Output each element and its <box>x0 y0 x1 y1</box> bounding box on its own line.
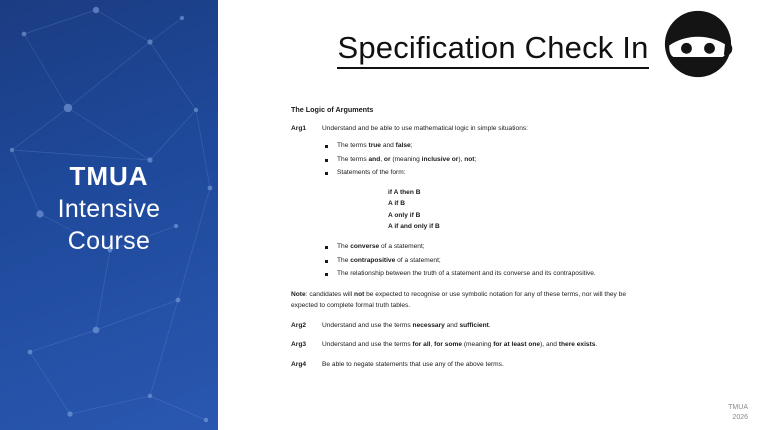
spec-code-arg1: Arg1 <box>291 125 307 133</box>
statement-form: if A then B <box>388 189 421 197</box>
footer-line2: 2026 <box>732 413 748 421</box>
footer <box>728 403 748 422</box>
spec-bullets-arg1-second <box>291 242 631 279</box>
statement-form: A if B <box>388 200 405 208</box>
list-item: The converse of a statement; <box>291 242 631 252</box>
course-title-line3: Course <box>67 227 151 256</box>
spec-statement-forms <box>291 187 631 232</box>
spec-text-arg4: Be able to negate statements that use any of the above terms. <box>322 360 504 368</box>
statement-form: A if and only if B <box>388 223 440 231</box>
spec-note: Note: candidates will not be expected to recognise or use symbolic notation for any of these terms, nor will they be expected to complete formal truth tables. <box>291 291 627 309</box>
spec-code-arg4: Arg4 <box>291 360 307 368</box>
list-item: The terms and, or (meaning inclusive or), not; <box>291 155 631 165</box>
spec-code-arg2: Arg2 <box>291 322 307 330</box>
spec-text-arg2: Understand and use the terms necessary and sufficient. <box>322 322 491 330</box>
spec-text-arg3: Understand and use the terms for all, for some (meaning for at least one), and there exists. <box>322 341 598 349</box>
course-title-line2: Intensive <box>57 195 161 224</box>
list-item: The relationship between the truth of a statement and its converse and its contrapositive. <box>291 269 631 279</box>
course-title <box>0 160 218 257</box>
spec-row-arg1 <box>291 124 631 134</box>
spec-code-arg3: Arg3 <box>291 341 307 349</box>
list-item: Statements of the form: <box>291 168 631 178</box>
statement-form: A only if B <box>388 211 421 219</box>
spec-bullets-arg1 <box>291 141 631 178</box>
list-item: The contrapositive of a statement; <box>291 256 631 266</box>
spec-text-arg1: Understand and be able to use mathematical logic in simple situations: <box>322 125 528 133</box>
ninja-logo-icon <box>662 8 734 80</box>
spec-row-arg3 <box>291 340 631 350</box>
spec-row-arg2 <box>291 321 631 331</box>
footer-line1: TMUA <box>728 404 748 412</box>
spec-row-arg4 <box>291 360 631 370</box>
specification-body <box>291 104 631 373</box>
course-title-line1: TMUA <box>69 161 149 191</box>
sidebar-panel <box>0 0 218 430</box>
page-title-text: Specification Check In <box>337 30 648 69</box>
list-item: The terms true and false; <box>291 141 631 151</box>
spec-section-title: The Logic of Arguments <box>291 105 374 114</box>
